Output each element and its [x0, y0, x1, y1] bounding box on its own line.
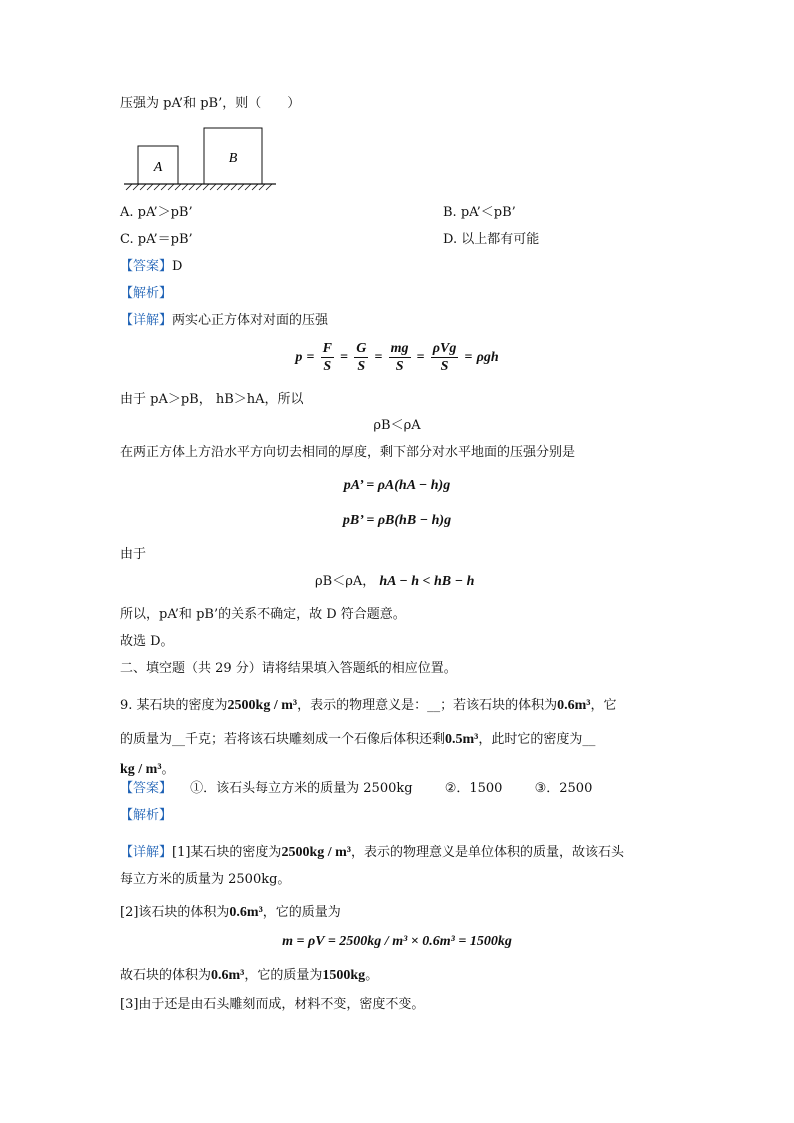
- q9-detail-line3: [2]该石块的体积为0.6m³，它的质量为: [120, 905, 341, 920]
- option-c: C. pA’＝pB’: [120, 232, 193, 247]
- q9-detail-line4: 故石块的体积为0.6m³，它的质量为1500kg。: [120, 968, 379, 983]
- option-b: B. pA’＜pB’: [443, 205, 516, 220]
- q9-line3: kg / m³。: [120, 762, 175, 777]
- unit-value: kg / m³: [120, 762, 162, 777]
- option-d: D. 以上都有可能: [443, 232, 540, 247]
- since2-line: 由于: [120, 547, 147, 562]
- q9-detail-line5: [3]由于还是由石头雕刻而成，材料不变，密度不变。: [120, 997, 425, 1012]
- detail-tag: 【详解】: [120, 313, 173, 328]
- q9-answer-3: ③．2500: [534, 781, 593, 796]
- mass-value: 1500kg: [322, 968, 366, 983]
- fraction-g-s: $\frac{G}{S}$: [356, 341, 367, 374]
- mass-formula: m = ρV = 2500kg / m³ × 0.6m³ = 1500kg: [282, 934, 512, 949]
- q9-detail-line1: 【详解】[1]某石块的密度为2500kg / m³，表示的物理意义是单位体积的质量，故该石头: [120, 845, 624, 860]
- question-intro: 压强为 pA’和 pB’，则（ ）: [120, 96, 301, 111]
- fraction-rhovg-s: $\frac{\text{ρVg}}{S}$: [432, 341, 457, 374]
- q9-answer-1: ①．该石头每立方米的质量为 2500kg: [190, 781, 413, 796]
- q9-line1: 9. 某石块的密度为2500kg / m³，表示的物理意义是：__；若该石块的体积为0.6m³，它: [120, 698, 617, 713]
- compare2-line: [315, 572, 474, 592]
- pressure-formula: p = $\frac{F}{S}$ = $\frac{G}{S}$ = $\frac{mg}{S}$ = $\frac{\text{ρVg}}{S}$ = ρgh: [295, 341, 499, 374]
- option-a: A. pA’＞pB’: [120, 205, 193, 220]
- q9-analysis-tag: 【解析】: [120, 808, 173, 823]
- q9-detail-tag: 【详解】: [120, 845, 173, 860]
- choose-line: 故选 D。: [120, 634, 174, 649]
- q9-detail-line2: 每立方米的质量为 2500kg。: [120, 872, 291, 887]
- equation-pa: pA’ = ρA(hA − h)g: [343, 478, 451, 493]
- q9-answer-line: [120, 779, 592, 799]
- since-line: 由于 pA＞pB， hB＞hA，所以: [120, 392, 304, 407]
- q9-line2: 的质量为__千克；若将该石块雕刻成一个石像后体积还剩0.5m³，此时它的密度为__: [120, 732, 596, 747]
- block-a-label: A: [153, 160, 163, 175]
- q9-answer-2: ②．1500: [444, 781, 503, 796]
- so-line: 所以，pA’和 pB’的关系不确定，故 D 符合题意。: [120, 607, 406, 622]
- q8-answer-line: [120, 257, 182, 277]
- answer-value: D: [172, 259, 183, 274]
- cut-line: 在两正方体上方沿水平方向切去相同的厚度，剩下部分对水平地面的压强分别是: [120, 445, 576, 460]
- blocks-figure: [120, 120, 280, 192]
- fraction-f-s: $\frac{F}{S}$: [322, 341, 332, 374]
- section2-header: 二、填空题（共 29 分）请将结果填入答题纸的相应位置。: [120, 661, 457, 676]
- density-value: 2500kg / m³: [227, 698, 298, 713]
- analysis-tag: 【解析】: [120, 286, 173, 301]
- answer-tag: 【答案】: [120, 259, 173, 274]
- ground-hatch: [126, 184, 272, 190]
- volume2-value: 0.5m³: [445, 732, 479, 747]
- compare2-h: hA − h < hB − h: [379, 574, 475, 589]
- formula-rhogh: ρgh: [476, 350, 499, 365]
- formula-p: p: [295, 350, 303, 365]
- q9-answer-tag: 【答案】: [120, 781, 173, 796]
- equation-pb: pB’ = ρB(hB − h)g: [342, 513, 452, 528]
- compare2-rho: ρB＜ρA，: [315, 574, 376, 589]
- fraction-mg-s: $\frac{mg}{S}$: [390, 341, 409, 374]
- volume-value: 0.6m³: [557, 698, 591, 713]
- detail-text: 两实心正方体对对面的压强: [172, 313, 329, 328]
- rho-compare: ρB＜ρA: [373, 418, 421, 433]
- block-b-label: B: [228, 151, 238, 166]
- q8-detail-line: [120, 311, 328, 331]
